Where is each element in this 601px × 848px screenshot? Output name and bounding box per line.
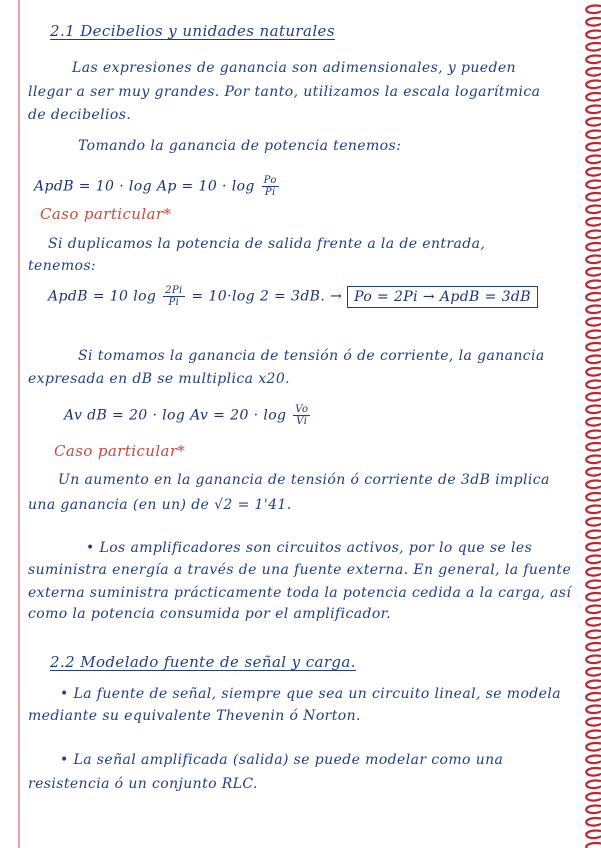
caso-2-line-1: Un aumento en la ganancia de tensión ó corriente de 3dB implica [58, 472, 550, 488]
spiral-loop [586, 381, 601, 389]
bullet-amplified-signal-line-1: • La señal amplificada (salida) se puede modelar como una [60, 752, 504, 768]
spiral-loop [586, 156, 601, 164]
formula-power-fraction [262, 175, 279, 198]
spiral-loop [586, 356, 601, 364]
spiral-loop [586, 668, 601, 676]
spiral-loop [586, 743, 601, 751]
formula-double-boxed-result: Po = 2Pi → ApdB = 3dB [347, 286, 538, 308]
spiral-loop [586, 181, 601, 189]
bullet-amplified-signal-line-2: resistencia ó un conjunto RLC. [28, 776, 258, 792]
spiral-loop [586, 268, 601, 276]
spiral-loop [586, 118, 601, 126]
spiral-loop [586, 693, 601, 701]
paragraph-1-line-2: llegar a ser muy grandes. Por tanto, utilizamos la escala logarítmica [28, 84, 541, 100]
spiral-loop [586, 231, 601, 239]
paragraph-3-line-2: expresada en dB se multiplica x20. [28, 371, 290, 387]
spiral-loop [586, 531, 601, 539]
formula-voltage-denominator: Vi [296, 416, 308, 427]
spiral-loop [586, 568, 601, 576]
spiral-loop [586, 293, 601, 301]
spiral-loop [586, 468, 601, 476]
spiral-loop [586, 281, 601, 289]
formula-double-fraction [163, 285, 185, 308]
spiral-loop [586, 81, 601, 89]
spiral-loop [586, 768, 601, 776]
spiral-loop [586, 93, 601, 101]
caso-1-line-1: Si duplicamos la potencia de salida frente a la de entrada, [48, 236, 486, 252]
formula-double-lhs: ApdB = 10 log [48, 288, 157, 305]
spiral-loop [586, 518, 601, 526]
caso-1-line-2: tenemos: [28, 258, 97, 274]
spiral-loop [586, 681, 601, 689]
caso-2-line-2: una ganancia (en un) de √2 = 1'41. [28, 497, 292, 513]
spiral-loop [586, 631, 601, 639]
spiral-loop [586, 643, 601, 651]
spiral-loop [586, 793, 601, 801]
section-2-title: 2.2 Modelado fuente de señal y carga. [50, 653, 356, 671]
spiral-loop [586, 43, 601, 51]
formula-double-power [48, 285, 538, 308]
bullet-signal-source-line-1: • La fuente de señal, siempre que sea un circuito lineal, se modela [60, 686, 561, 702]
formula-voltage-fraction [293, 404, 310, 427]
formula-double-rest: = 10·log 2 = 3dB. → [191, 288, 343, 305]
spiral-loop [586, 106, 601, 114]
bullet-amplifiers-line-2: suministra energía a través de una fuente externa. En general, la fuente [28, 562, 572, 578]
spiral-loop [586, 618, 601, 626]
spiral-loop [586, 131, 601, 139]
spiral-loop [586, 168, 601, 176]
spiral-loop [586, 581, 601, 589]
bullet-signal-source-line-2: mediante su equivalente Thevenin ó Norton. [28, 708, 361, 724]
spiral-loop [586, 431, 601, 439]
spiral-loop [586, 456, 601, 464]
formula-voltage-lhs: Av dB = 20 · log Av = 20 · log [64, 407, 287, 424]
spiral-loop [586, 706, 601, 714]
spiral-loop [586, 18, 601, 26]
spiral-loop [586, 318, 601, 326]
page-margin-line [18, 0, 20, 848]
spiral-loop [586, 393, 601, 401]
formula-double-denominator: Pi [168, 297, 180, 308]
spiral-loop [586, 31, 601, 39]
spiral-loop [586, 756, 601, 764]
formula-power-denominator: Pi [264, 187, 276, 198]
bullet-amplifiers-line-1: • Los amplificadores son circuitos activos, por lo que se les [86, 540, 533, 556]
spiral-loop [586, 443, 601, 451]
formula-voltage-numerator: Vo [295, 404, 309, 415]
paragraph-2: Tomando la ganancia de potencia tenemos: [78, 138, 402, 154]
caso-particular-1-label: Caso particular* [40, 205, 172, 223]
spiral-loop [586, 731, 601, 739]
bullet-amplifiers-line-3: externa suministra prácticamente toda la potencia cedida a la carga, así [28, 585, 572, 601]
spiral-loop [586, 68, 601, 76]
spiral-loop [586, 406, 601, 414]
spiral-loop [586, 368, 601, 376]
spiral-loop [586, 543, 601, 551]
spiral-loop [586, 831, 601, 839]
spiral-loop [586, 56, 601, 64]
spiral-loop [586, 781, 601, 789]
spiral-loop [586, 656, 601, 664]
spiral-loop [586, 143, 601, 151]
formula-power-numerator: Po [263, 175, 277, 186]
spiral-loop [586, 206, 601, 214]
spiral-loop [586, 806, 601, 814]
bullet-amplifiers-line-4: como la potencia consumida por el amplificador. [28, 606, 392, 622]
formula-double-numerator: 2Pi [165, 285, 183, 296]
formula-power-gain [34, 175, 281, 198]
notebook-page [26, 0, 571, 848]
spiral-loop [586, 343, 601, 351]
spiral-loop [586, 843, 601, 848]
spiral-loop [586, 256, 601, 264]
spiral-loop [586, 243, 601, 251]
spiral-loop [586, 818, 601, 826]
spiral-loop [586, 6, 601, 14]
caso-particular-2-label: Caso particular* [54, 442, 186, 460]
paragraph-1-line-1: Las expresiones de ganancia son adimensionales, y pueden [72, 60, 516, 76]
spiral-loop [586, 556, 601, 564]
paragraph-3-line-1: Si tomamos la ganancia de tensión ó de corriente, la ganancia [78, 348, 545, 364]
spiral-loop [586, 506, 601, 514]
formula-power-lhs: ApdB = 10 · log Ap = 10 · log [34, 178, 255, 195]
spiral-loop [586, 306, 601, 314]
spiral-loop [586, 493, 601, 501]
spiral-loop [586, 193, 601, 201]
spiral-loop [586, 481, 601, 489]
notebook-spiral-binding [579, 0, 601, 848]
spiral-loop [586, 331, 601, 339]
spiral-loop [586, 606, 601, 614]
formula-voltage-gain [64, 404, 312, 427]
paragraph-1-line-3: de decibelios. [28, 107, 132, 123]
spiral-loop [586, 718, 601, 726]
spiral-loop [586, 418, 601, 426]
spiral-loop [586, 593, 601, 601]
spiral-loop [586, 218, 601, 226]
section-1-title: 2.1 Decibelios y unidades naturales [50, 22, 335, 40]
